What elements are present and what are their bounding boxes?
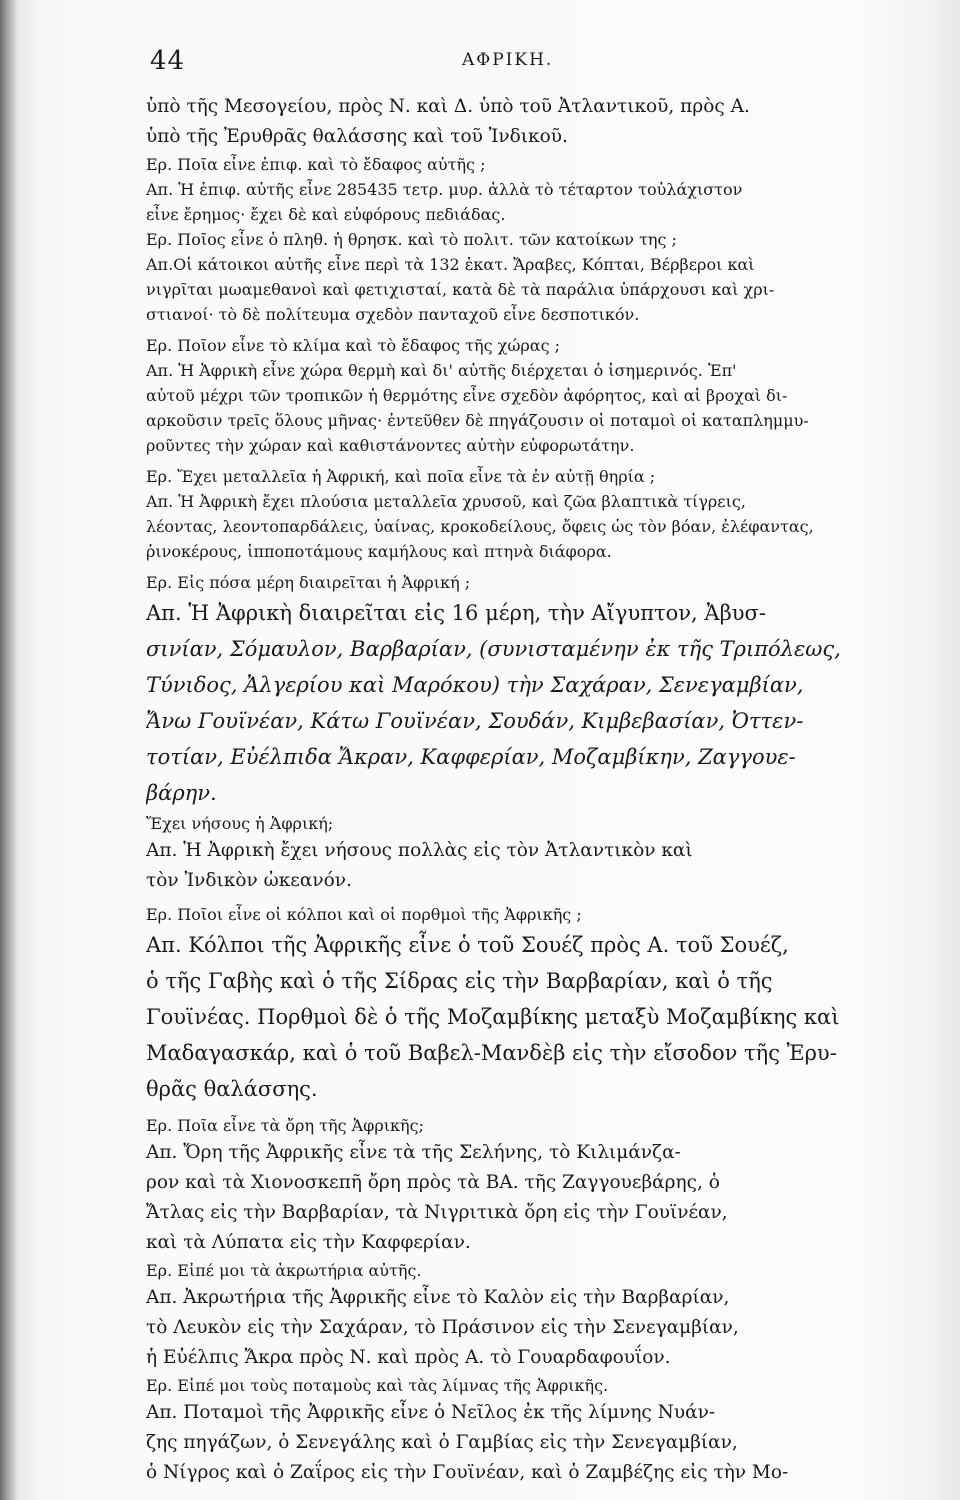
text-line: Τύνιδος, Ἀλγερίου καὶ Μαρόκου) τὴν Σαχάραν, Σενεγαμβίαν, xyxy=(146,673,804,697)
text-line: Απ. Ὄρη τῆς Ἀφρικῆς εἶνε τὰ τῆς Σελήνης, τὸ Κιλιμάνζα- xyxy=(146,1142,681,1163)
text-line: Απ. Ἡ ἐπιφ. αὐτῆς εἶνε 285435 τετρ. μυρ. ἀλλὰ τὸ τέταρτον τοὐλάχιστον xyxy=(146,180,743,199)
text-line: Ερ. Εἰς πόσα μέρη διαιρεῖται ἡ Ἀφρική ; xyxy=(146,573,471,592)
text-line: ζης πηγάζων, ὁ Σενεγάλης καὶ ὁ Γαμβίας εἰς τὴν Σενεγαμβίαν, xyxy=(146,1432,738,1453)
text-line: Ερ. Ἔχει μεταλλεῖα ἡ Ἀφρική, καὶ ποῖα εἶνε τὰ ἐν αὐτῇ θηρία ; xyxy=(146,467,656,486)
text-line: τὸ Λευκὸν εἰς τὴν Σαχάραν, τὸ Πράσινον εἰς τὴν Σενεγαμβίαν, xyxy=(146,1317,739,1338)
text-line: Απ. Κόλποι τῆς Ἀφρικῆς εἶνε ὁ τοῦ Σουέζ πρὸς Α. τοῦ Σουέζ, xyxy=(146,933,789,957)
text-line: ῥινοκέρους, ἱπποποτάμους καμήλους καὶ πτηνὰ διάφορα. xyxy=(146,542,612,561)
text-line: ὑπὸ τῆς Ἐρυθρᾶς θαλάσσης καὶ τοῦ Ἰνδικοῦ. xyxy=(146,126,568,147)
text-line: Ερ. Ποῖα εἶνε ἐπιφ. καὶ τὸ ἔδαφος αὐτῆς ; xyxy=(146,155,486,174)
text-line: Απ. Ἡ Ἀφρικὴ εἶνε χώρα θερμὴ καὶ δι' αὐτῆς διέρχεται ὁ ἰσημερινός. Ἐπ' xyxy=(146,361,737,380)
body-text xyxy=(146,92,898,1488)
text-line: Απ.Οἱ κάτοικοι αὐτῆς εἶνε περὶ τὰ 132 ἑκατ. Ἄραβες, Κόπται, Βέρβεροι καὶ xyxy=(146,255,755,274)
text-line: ὁ τῆς Γαβὴς καὶ ὁ τῆς Σίδρας εἰς τὴν Βαρβαρίαν, καὶ ὁ τῆς xyxy=(146,969,773,993)
text-line: σινίαν, Σόμαυλον, Βαρβαρίαν, (συνισταμένην ἐκ τῆς Τριπόλεως, xyxy=(146,637,841,661)
text-line: Ερ. Ποῖος εἶνε ὁ πληθ. ἡ θρησκ. καὶ τὸ πολιτ. τῶν κατοίκων της ; xyxy=(146,230,677,249)
text-line: Απ. Ἡ Ἀφρικὴ διαιρεῖται εἰς 16 μέρη, τὴν Αἴγυπτον, Ἀβυσ- xyxy=(146,601,766,625)
text-line: ὁ Νίγρος καὶ ὁ Ζαΐρος εἰς τὴν Γουϊνέαν, καὶ ὁ Ζαμβέζης εἰς τὴν Μο- xyxy=(146,1462,789,1483)
text-line: θρᾶς θαλάσσης. xyxy=(146,1077,318,1101)
text-line: Απ. Ἀκρωτήρια τῆς Ἀφρικῆς εἶνε τὸ Καλὸν εἰς τὴν Βαρβαρίαν, xyxy=(146,1287,730,1308)
text-line: στιανοί· τὸ δὲ πολίτευμα σχεδὸν πανταχοῦ εἶνε δεσποτικόν. xyxy=(146,305,640,324)
text-line: Ἔχει νήσους ἡ Ἀφρική; xyxy=(146,814,334,833)
text-line: βάρην. xyxy=(146,781,217,805)
text-line: τοτίαν, Εὐέλπιδα Ἄκραν, Καφφερίαν, Μοζαμβίκην, Ζαγγουε- xyxy=(146,745,796,769)
text-line: Ερ. Ποῖοι εἶνε οἱ κόλποι καὶ οἱ πορθμοὶ τῆς Ἀφρικῆς ; xyxy=(146,905,582,924)
text-line: Ἄτλας εἰς τὴν Βαρβαρίαν, τὰ Νιγριτικὰ ὄρη εἰς τὴν Γουϊνέαν, xyxy=(146,1202,728,1223)
text-line: ὑπὸ τῆς Μεσογείου, πρὸς Ν. καὶ Δ. ὑπὸ τοῦ Ἀτλαντικοῦ, πρὸς Α. xyxy=(146,96,750,117)
text-line: εἶνε ἔρημος· ἔχει δὲ καὶ εὐφόρους πεδιάδας. xyxy=(146,205,506,224)
text-line: Απ. Ἡ Ἀφρικὴ ἔχει νήσους πολλὰς εἰς τὸν Ἀτλαντικὸν καὶ xyxy=(146,840,693,861)
page-number: 44 xyxy=(150,46,186,76)
text-line: Ερ. Εἰπέ μοι τοὺς ποταμοὺς καὶ τὰς λίμνας τῆς Ἀφρικῆς. xyxy=(146,1376,609,1395)
text-line: Απ. Ἡ Ἀφρικὴ ἔχει πλούσια μεταλλεῖα χρυσοῦ, καὶ ζῶα βλαπτικὰ τίγρεις, xyxy=(146,492,746,511)
text-line: νιγρῖται μωαμεθανοὶ καὶ φετιχισταί, κατὰ δὲ τὰ παράλια ὑπάρχουσι καὶ χρι- xyxy=(146,280,775,299)
running-head: ΑΦΡΙΚΗ. xyxy=(462,50,554,70)
text-line: Γουϊνέας. Πορθμοὶ δὲ ὁ τῆς Μοζαμβίκης μεταξὺ Μοζαμβίκης καὶ xyxy=(146,1005,840,1029)
text-line: ροῦντες τὴν χώραν καὶ καθιστάνοντες αὐτὴν εὐφορωτάτην. xyxy=(146,436,635,455)
text-line: αρκοῦσιν τρεῖς ὅλους μῆνας· ἐντεῦθεν δὲ πηγάζουσιν οἱ ποταμοὶ οἱ καταπλημμυ- xyxy=(146,411,809,430)
text-line: λέοντας, λεοντοπαρδάλεις, ὑαίνας, κροκοδείλους, ὄφεις ὡς τὸν βόαν, ἐλέφαντας, xyxy=(146,517,814,536)
text-line: Απ. Ποταμοὶ τῆς Ἀφρικῆς εἶνε ὁ Νεῖλος ἐκ τῆς λίμνης Νυάν- xyxy=(146,1402,716,1423)
text-line: Μαδαγασκάρ, καὶ ὁ τοῦ Βαβελ-Μανδὲβ εἰς τὴν εἴσοδον τῆς Ἐρυ- xyxy=(146,1041,837,1065)
text-line: καὶ τὰ Λύπατα εἰς τὴν Καφφερίαν. xyxy=(146,1232,471,1253)
text-line: τὸν Ἰνδικὸν ὠκεανόν. xyxy=(146,870,352,891)
text-line: αὐτοῦ μέχρι τῶν τροπικῶν ἡ θερμότης εἶνε σχεδὸν ἀφόρητος, καὶ αἱ βροχαὶ δι- xyxy=(146,386,788,405)
text-line: ἡ Εὐέλπις Ἄκρα πρὸς Ν. καὶ πρὸς Α. τὸ Γουαρδαφουΐον. xyxy=(146,1347,671,1368)
text-line: Ερ. Ποῖον εἶνε τὸ κλίμα καὶ τὸ ἔδαφος τῆς χώρας ; xyxy=(146,336,561,355)
text-line: Ερ. Ποῖα εἶνε τὰ ὄρη τῆς Ἀφρικῆς; xyxy=(146,1116,424,1135)
text-line: Ερ. Εἰπέ μοι τὰ ἀκρωτήρια αὐτῆς. xyxy=(146,1261,422,1280)
text-line: Ἄνω Γουϊνέαν, Κάτω Γουϊνέαν, Σουδάν, Κιμβεβασίαν, Ὀττεν- xyxy=(146,709,804,733)
text-line: ρον καὶ τὰ Χιονοσκεπῆ ὄρη πρὸς τὰ ΒΑ. τῆς Ζαγγουεβάρης, ὁ xyxy=(146,1172,720,1193)
